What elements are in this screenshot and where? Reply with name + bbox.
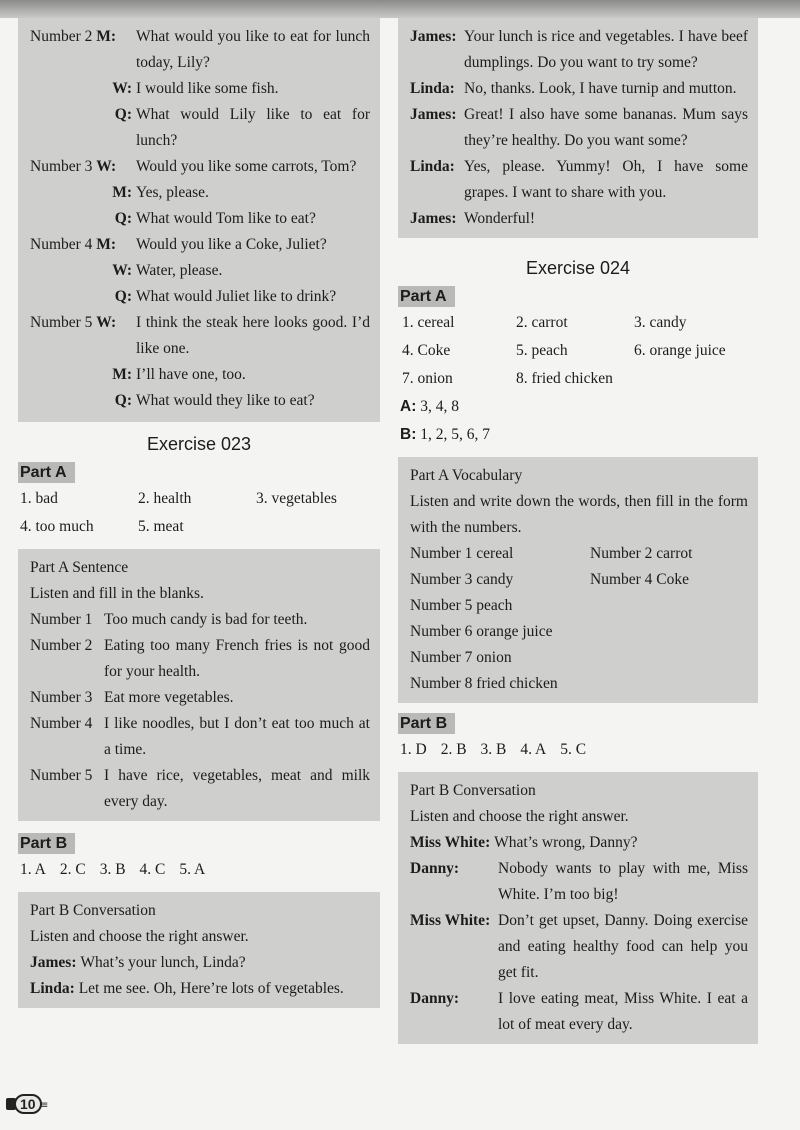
part-b-label: Part B <box>398 713 455 734</box>
answer-item: 3. B <box>99 861 126 878</box>
speaker: Danny: <box>410 860 460 877</box>
speaker: M: <box>96 28 117 45</box>
conversation-line <box>410 986 748 1038</box>
conversation-text: Wonderful! <box>464 210 536 227</box>
dialog-line <box>30 258 370 284</box>
item-number: Number 2 <box>30 28 97 45</box>
conversation-text: Yes, please. Yummy! Oh, I have some grapes. I want to share with you. <box>464 158 748 201</box>
answer-item: 2. carrot <box>516 314 568 331</box>
page-top-edge <box>0 0 800 18</box>
sentence-item <box>30 607 370 633</box>
part-b-conversation-box <box>18 892 380 1008</box>
answer-item: 3. candy <box>634 314 687 331</box>
speaker: W: <box>112 80 132 97</box>
answer-item: 2. health <box>138 490 192 507</box>
conversation-line <box>30 950 370 976</box>
sentence-text: Eating too many French fries is not good for your health. <box>104 637 370 680</box>
sentence-item <box>30 763 370 815</box>
group-value: 3, 4, 8 <box>420 398 459 415</box>
speaker: M: <box>112 184 132 201</box>
conversation-text: Your lunch is rice and vegetables. I have beef dumplings. Do you want to try some? <box>464 28 748 71</box>
part-b-label: Part B <box>18 833 75 854</box>
vocab-pair-row <box>410 541 748 567</box>
speaker: Miss White: <box>410 912 491 929</box>
dialog-line <box>30 206 370 232</box>
dialog-text: What would Lily like to eat for lunch? <box>136 106 370 149</box>
dialog-text: Water, please. <box>136 262 223 279</box>
box-instruction: Listen and write down the words, then fill in the form with the numbers. <box>410 493 748 536</box>
box-heading: Part B Conversation <box>410 782 536 799</box>
page-number-badge <box>2 1094 49 1116</box>
item-number: Number 3 <box>30 689 93 706</box>
dialog-line <box>30 284 370 310</box>
answer-item: 7. onion <box>402 370 453 387</box>
listening-script-dialog <box>18 18 380 422</box>
part-b-answers <box>18 856 380 884</box>
answer-item: 3. vegetables <box>256 490 337 507</box>
item-number: Number 4 <box>30 236 97 253</box>
speaker: James: <box>410 28 457 45</box>
dialog-text: I’ll have one, too. <box>136 366 246 383</box>
dialog-line <box>30 232 370 258</box>
part-a-answers <box>398 309 758 393</box>
answer-item: 8. fried chicken <box>516 370 613 387</box>
dialog-text: What would Tom like to eat? <box>136 210 316 227</box>
group-value: 1, 2, 5, 6, 7 <box>420 426 490 443</box>
vocab-item: Number 8 fried chicken <box>410 675 558 692</box>
item-number: Number 4 <box>30 715 93 732</box>
conversation-text: Great! I also have some bananas. Mum says they’re healthy. Do you want some? <box>464 106 748 149</box>
part-a-answers <box>18 485 380 541</box>
speaker: W: <box>112 262 132 279</box>
answer-item: 1. cereal <box>402 314 455 331</box>
vocab-item: Number 3 candy <box>410 571 514 588</box>
answer-item: 2. B <box>440 741 467 758</box>
part-b-conversation-box <box>398 772 758 1044</box>
dialog-text: I would like some fish. <box>136 80 279 97</box>
answer-item: 2. C <box>59 861 86 878</box>
sentence-text: Too much candy is bad for teeth. <box>104 611 308 628</box>
dialog-line <box>30 154 370 180</box>
conversation-text: Nobody wants to play with me, Miss White. I’m too big! <box>498 860 748 903</box>
part-b-answers <box>398 736 758 764</box>
box-heading: Part A Sentence <box>30 559 129 576</box>
answer-item: 1. A <box>20 861 46 878</box>
item-number: Number 3 <box>30 158 97 175</box>
conversation-line <box>410 830 748 856</box>
dialog-text: I think the steak here looks good. I’d like one. <box>136 314 370 357</box>
answer-item: 4. C <box>139 861 166 878</box>
box-heading: Part B Conversation <box>30 902 156 919</box>
dialog-line <box>30 362 370 388</box>
speaker: M: <box>112 366 132 383</box>
vocab-item: Number 1 cereal <box>410 545 514 562</box>
vocab-item: Number 6 orange juice <box>410 623 553 640</box>
vocab-pair-row <box>410 567 748 593</box>
conversation-text: What’s your lunch, Linda? <box>80 954 246 971</box>
conversation-text: Let me see. Oh, Here’re lots of vegetables. <box>78 980 344 997</box>
answer-item: 4. Coke <box>402 342 451 359</box>
vocab-item: Number 4 Coke <box>590 571 690 588</box>
sound-wave-icon: ≡ <box>40 1100 49 1111</box>
speaker: W: <box>96 158 117 175</box>
box-instruction: Listen and fill in the blanks. <box>30 585 204 602</box>
dialog-line <box>30 388 370 414</box>
speaker: Q: <box>114 210 132 227</box>
answer-item: 6. orange juice <box>634 342 726 359</box>
dialog-text: Would you like some carrots, Tom? <box>136 158 357 175</box>
sentence-item <box>30 685 370 711</box>
sentence-item <box>30 711 370 763</box>
speaker: W: <box>96 314 117 331</box>
conversation-text: I love eating meat, Miss White. I eat a lot of meat every day. <box>498 990 748 1033</box>
answer-item: 3. B <box>480 741 507 758</box>
answer-item: 5. meat <box>138 518 184 535</box>
dialog-text: What would you like to eat for lunch today, Lily? <box>136 28 370 71</box>
sentence-text: Eat more vegetables. <box>104 689 234 706</box>
item-number: Number 1 <box>30 611 93 628</box>
conversation-line <box>410 76 748 102</box>
conversation-line <box>410 102 748 154</box>
box-instruction: Listen and choose the right answer. <box>30 928 249 945</box>
vocab-item: Number 7 onion <box>410 649 512 666</box>
sentence-text: I have rice, vegetables, meat and milk every day. <box>104 767 370 810</box>
answer-item: 4. A <box>520 741 547 758</box>
page-number: 10 <box>14 1094 42 1114</box>
conversation-text: No, thanks. Look, I have turnip and mutton. <box>464 80 737 97</box>
speaker: Miss White: <box>410 834 491 851</box>
dialog-text: Would you like a Coke, Juliet? <box>136 236 327 253</box>
sentence-text: I like noodles, but I don’t eat too much at a time. <box>104 715 370 758</box>
conversation-line <box>410 206 748 232</box>
conversation-line <box>410 856 748 908</box>
sentence-item <box>30 633 370 685</box>
answer-item: 5. C <box>560 741 587 758</box>
dialog-text: What would Juliet like to drink? <box>136 288 337 305</box>
vocab-item: Number 5 peach <box>410 597 513 614</box>
box-instruction: Listen and choose the right answer. <box>410 808 629 825</box>
box-heading: Part A Vocabulary <box>410 467 523 484</box>
speaker: Linda: <box>410 158 455 175</box>
conversation-line <box>30 976 370 1002</box>
conversation-continued-box <box>398 18 758 238</box>
dialog-text: What would they like to eat? <box>136 392 315 409</box>
exercise-023-title: Exercise 023 <box>146 434 252 454</box>
dialog-line <box>30 180 370 206</box>
speaker: Q: <box>114 288 132 305</box>
conversation-line <box>410 154 748 206</box>
item-number: Number 5 <box>30 314 97 331</box>
speaker: Q: <box>114 392 132 409</box>
conversation-text: What’s wrong, Danny? <box>494 834 638 851</box>
left-column <box>18 18 380 1008</box>
answer-item: 4. too much <box>20 518 94 535</box>
answer-item: 1. bad <box>20 490 58 507</box>
group-label: B: <box>400 426 417 443</box>
part-a-label: Part A <box>18 462 75 483</box>
speaker: James: <box>30 954 77 971</box>
answer-item: 5. A <box>179 861 206 878</box>
dialog-line <box>30 76 370 102</box>
item-number: Number 2 <box>30 637 93 654</box>
group-a-answer <box>398 393 758 421</box>
dialog-text: Yes, please. <box>136 184 209 201</box>
group-label: A: <box>400 398 417 415</box>
speaker: James: <box>410 210 457 227</box>
speaker: Linda: <box>30 980 75 997</box>
answer-item: 5. peach <box>516 342 568 359</box>
right-column <box>398 18 758 1044</box>
conversation-line <box>410 24 748 76</box>
speaker: Q: <box>114 106 132 123</box>
dialog-line <box>30 24 370 76</box>
speaker: Danny: <box>410 990 460 1007</box>
dialog-line <box>30 102 370 154</box>
part-a-label: Part A <box>398 286 455 307</box>
part-a-vocabulary-box <box>398 457 758 703</box>
conversation-line <box>410 908 748 986</box>
dialog-line <box>30 310 370 362</box>
speaker: James: <box>410 106 457 123</box>
speaker: M: <box>96 236 117 253</box>
answer-item: 1. D <box>400 741 427 758</box>
group-b-answer <box>398 421 758 449</box>
conversation-text: Don’t get upset, Danny. Doing exercise and eating healthy food can help you get fit. <box>498 912 748 981</box>
part-a-sentence-box <box>18 549 380 821</box>
item-number: Number 5 <box>30 767 93 784</box>
exercise-024-title: Exercise 024 <box>525 258 631 278</box>
vocab-item: Number 2 carrot <box>590 545 693 562</box>
speaker: Linda: <box>410 80 455 97</box>
